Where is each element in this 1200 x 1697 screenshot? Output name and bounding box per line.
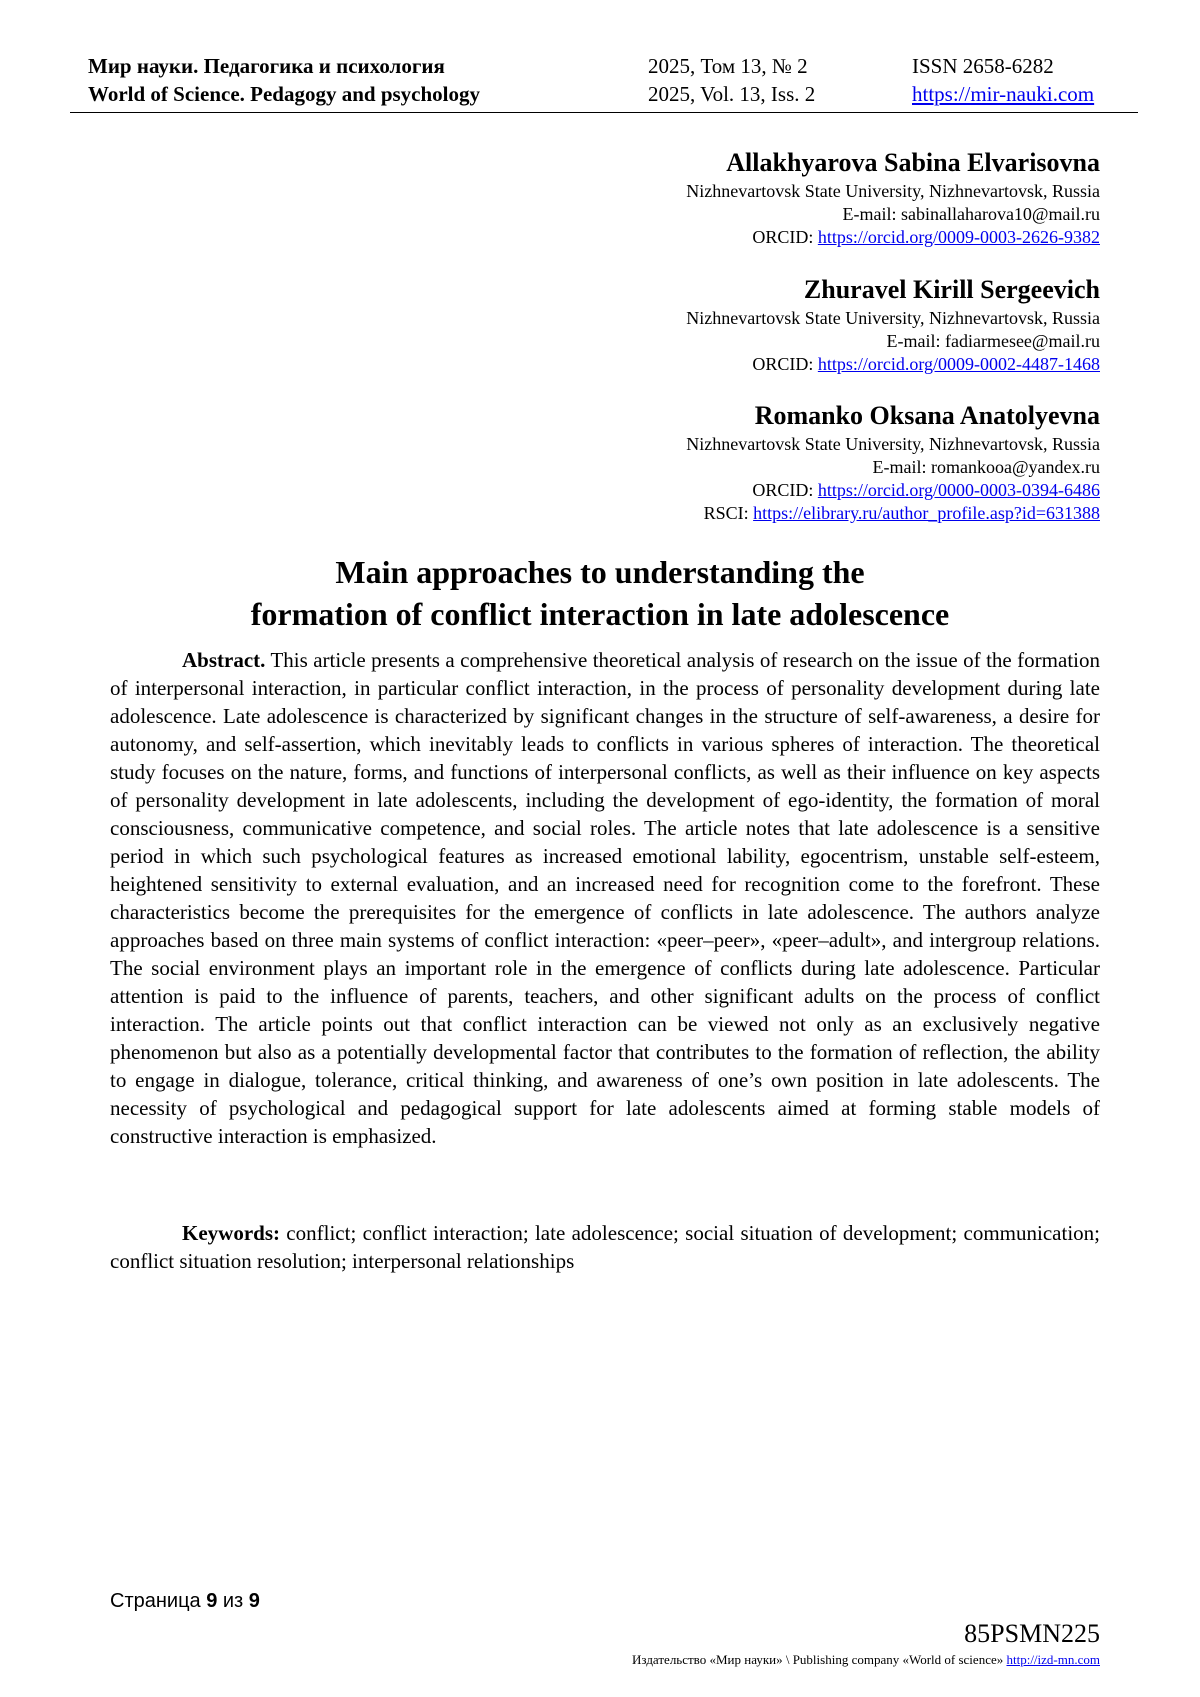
article-title-line-1: Main approaches to understanding the	[335, 554, 865, 590]
page-indicator: Страница 9 из 9	[110, 1590, 260, 1612]
author-block	[540, 146, 1100, 249]
article-code: 85PSMN225	[964, 1619, 1100, 1648]
article-title	[100, 551, 1100, 635]
abstract	[110, 646, 1100, 1150]
author-affiliation: Nizhnevartovsk State University, Nizhnevartovsk, Russia	[686, 434, 1100, 454]
author-rsci-line: RSCI: https://elibrary.ru/author_profile.asp?id=631388	[703, 503, 1100, 523]
publisher-line: Издательство «Мир науки» \ Publishing company «World of science» http://izd-mn.com	[632, 1652, 1100, 1667]
author-block	[540, 273, 1100, 376]
author-email: sabinallaharova10@mail.ru	[900, 204, 1100, 224]
author-name: Allakhyarova Sabina Elvarisovna	[726, 148, 1100, 177]
orcid-link[interactable]: https://orcid.org/0000-0003-0394-6486	[817, 480, 1100, 500]
issn: ISSN 2658-6282	[912, 54, 1054, 78]
orcid-link[interactable]: https://orcid.org/0009-0003-2626-9382	[817, 227, 1100, 247]
author-orcid-line: ORCID: https://orcid.org/0009-0002-4487-1468	[752, 354, 1100, 374]
abstract-label: Abstract.	[182, 648, 266, 672]
article-title-line-2: formation of conflict interaction in late adolescence	[250, 596, 950, 632]
author-email-line: E-mail: fadiarmesee@mail.ru	[886, 331, 1100, 351]
journal-title-en: World of Science. Pedagogy and psychology	[88, 82, 481, 106]
page-total: 9	[248, 1590, 260, 1612]
author-orcid-line: ORCID: https://orcid.org/0009-0003-2626-9382	[752, 227, 1100, 247]
publisher-link[interactable]: http://izd-mn.com	[1006, 1652, 1100, 1667]
author-email-line: E-mail: sabinallaharova10@mail.ru	[842, 204, 1100, 224]
page-current: 9	[206, 1590, 218, 1612]
author-email-line: E-mail: romankooa@yandex.ru	[872, 457, 1100, 477]
keywords-text: conflict; conflict interaction; late adolescence; social situation of development; communication; conflict situation resolution; interpersonal relationships	[110, 1221, 1100, 1273]
journal-site-link[interactable]: https://mir-nauki.com	[912, 82, 1095, 106]
keywords	[110, 1219, 1100, 1275]
keywords-label: Keywords:	[182, 1221, 280, 1245]
author-affiliation: Nizhnevartovsk State University, Nizhnevartovsk, Russia	[686, 181, 1100, 201]
abstract-text: This article presents a comprehensive theoretical analysis of research on the issue of the formation of interpersonal interaction, in particular conflict interaction, in the process of personality development during late adolescence. Late adolescence is characterized by significant changes in the structure of self-awareness, a desire for autonomy, and self-assertion, which inevitably leads to conflicts in various spheres of interaction. The theoretical study focuses on the nature, forms, and functions of interpersonal conflicts, as well as their influence on key aspects of personality development in late adolescents, including the development of ego-identity, the formation of moral consciousness, communicative competence, and social roles. The article notes that late adolescence is a sensitive period in which such psychological features as increased emotional lability, egocentrism, unstable self-esteem, heightened sensitivity to external evaluation, and an increased need for recognition come to the forefront. These characteristics become the prerequisites for the emergence of conflicts in late adolescence. The authors analyze approaches based on three main systems of conflict interaction: «peer–peer», «peer–adult», and intergroup relations. The social environment plays an important role in the emergence of conflicts during late adolescence. Particular attention is paid to the influence of parents, teachers, and other significant adults on the process of conflict interaction. The article points out that conflict interaction can be viewed not only as an exclusively negative phenomenon but also as a potentially developmental factor that contributes to the formation of reflection, the ability to engage in dialogue, tolerance, critical thinking, and awareness of one’s own position in late adolescents. The necessity of psychological and pedagogical support for late adolescents aimed at forming stable models of constructive interaction is emphasized.	[110, 648, 1100, 1148]
issue-ru: 2025, Том 13, № 2	[648, 54, 808, 78]
author-affiliation: Nizhnevartovsk State University, Nizhnevartovsk, Russia	[686, 308, 1100, 328]
issue-en: 2025, Vol. 13, Iss. 2	[648, 82, 816, 106]
author-email: fadiarmesee@mail.ru	[944, 331, 1100, 351]
journal-title-ru: Мир науки. Педагогика и психология	[88, 54, 445, 78]
author-name: Zhuravel Kirill Sergeevich	[803, 275, 1100, 304]
author-email: romankooa@yandex.ru	[930, 457, 1100, 477]
journal-header	[88, 52, 1120, 112]
author-name: Romanko Oksana Anatolyevna	[754, 401, 1100, 430]
author-block	[540, 399, 1100, 525]
rsci-link[interactable]: https://elibrary.ru/author_profile.asp?id=631388	[753, 503, 1100, 523]
header-divider	[70, 112, 1138, 113]
orcid-link[interactable]: https://orcid.org/0009-0002-4487-1468	[817, 354, 1100, 374]
author-orcid-line: ORCID: https://orcid.org/0000-0003-0394-6486	[752, 480, 1100, 500]
